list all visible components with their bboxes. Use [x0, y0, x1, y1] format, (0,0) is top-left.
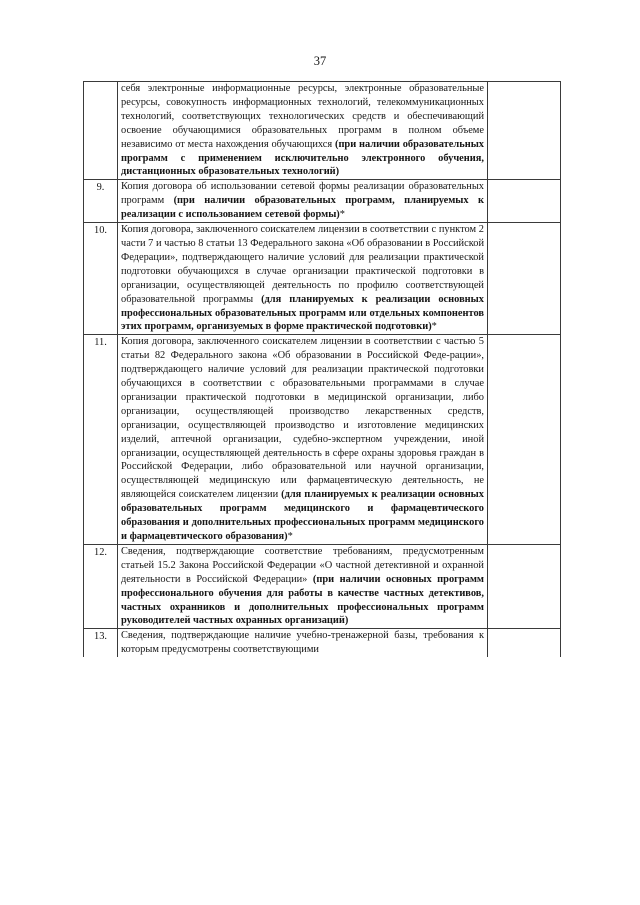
row-extra-cell: [488, 82, 561, 180]
row-text: Сведения, подтверждающие наличие учебно-тренажерной базы, требования к которым предусмотрены соответствующими: [121, 630, 484, 656]
row-description: [118, 335, 488, 545]
row-condition: (при наличии основных программ профессионального обучения для работы в качестве частных детективов, частных охранников и дополнительных профессиональных программ руководителей частных охранных организаций): [121, 573, 484, 627]
table-row: [84, 335, 561, 545]
document-table: [83, 81, 561, 657]
row-text: Копия договора об использовании сетевой формы реализации образовательных программ: [121, 181, 484, 207]
row-text: Копия договора, заключенного соискателем лицензии в соответствии с частью 5 статьи 82 Федерального закона «Об образовании в Российской Феде-рации», подтверждающего наличие условий для реализации практической подготовки обучающихся в соответствии с образовательными программами в случае организации практической подготовки в медицинской организации, либо организации, осуществляющей производство лекарственных средств, организации, осуществляющей производство и изготовление медицинских изделий, аптечной организации, судебно-экспертном учреждении, иной организации, осуществляющей деятельность в сфере охраны здоровья граждан в Российской Федерации, либо образовательной или научной организации, осуществляющей медицинскую или фармацевтическую деятельность, не являющейся соискателем лицензии: [121, 336, 484, 501]
row-text: Копия договора, заключенного соискателем лицензии в соответствии с пунктом 2 части 7 и частью 8 статьи 13 Федерального закона «Об образовании в Российской Федерации», подтверждающего наличие условий для реализации практической подготовки обучающихся в случае организации практической подготовки в организации, осуществляющей деятельность по профилю соответствующей образовательной программы: [121, 224, 484, 305]
row-extra-cell: [488, 335, 561, 545]
row-condition: (для планируемых к реализации основных профессиональных образовательных программ или отдельных компонентов этих программ, организуемых в форме практической подготовки): [121, 293, 484, 333]
table-row: [84, 180, 561, 223]
row-condition: (для планируемых к реализации основных образовательных программ медицинского и фармацевтического образования и дополнительных профессиональных программ медицинского и фармацевтического образования): [121, 489, 484, 542]
row-extra-cell: [488, 223, 561, 335]
page-number: 37: [313, 54, 327, 68]
row-extra-cell: [488, 180, 561, 223]
row-number: 9.: [84, 180, 118, 223]
row-text: себя электронные информационные ресурсы, электронные образовательные ресурсы, совокупность информационных технологий, телекоммуникационных технологий, соответствующих технологических средств и обеспечивающий освоение обучающимися образовательных программ в полном объеме независимо от места нахождения обучающихся: [121, 83, 484, 150]
table-row: [84, 82, 561, 180]
row-number: 13.: [84, 629, 118, 657]
row-number: 12.: [84, 544, 118, 628]
row-description: [118, 223, 488, 335]
row-extra-cell: [488, 629, 561, 657]
row-tail: *: [339, 209, 345, 221]
row-tail: *: [431, 321, 437, 333]
row-number: [84, 82, 118, 180]
row-tail: *: [287, 531, 293, 542]
row-number: 11.: [84, 335, 118, 545]
row-description: [118, 544, 488, 628]
row-description: [118, 82, 488, 180]
table-row: [84, 544, 561, 628]
row-extra-cell: [488, 544, 561, 628]
row-number: 10.: [84, 223, 118, 335]
row-description: [118, 629, 488, 657]
row-text: Сведения, подтверждающие соответствие требованиям, предусмотренным статьей 15.2 Закона Российской Федерации «О частной детективной и охранной деятельности в Российской Федерации»: [121, 545, 484, 585]
table-row: [84, 629, 561, 657]
row-condition: (при наличии образовательных программ, планируемых к реализации с использованием сетевой формы): [121, 195, 484, 221]
row-description: [118, 180, 488, 223]
table-row: [84, 223, 561, 335]
row-condition: (при наличии образовательных программ с применением исключительно электронного обучения, дистанционных образовательных технологий): [121, 138, 485, 178]
